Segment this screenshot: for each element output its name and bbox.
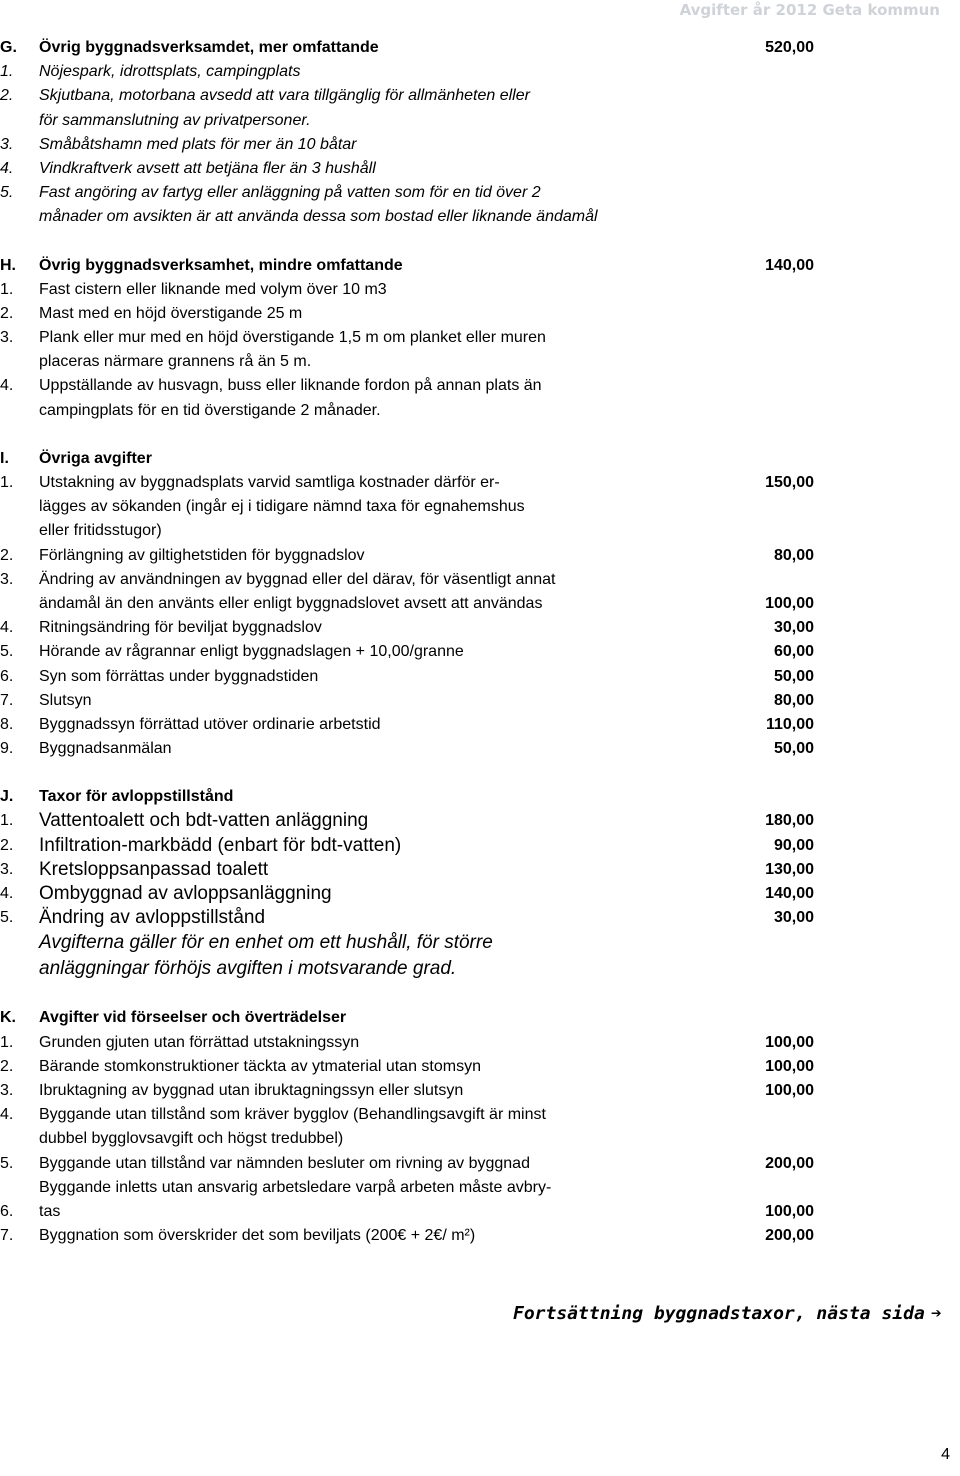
fee-item [0, 133, 820, 157]
item-amount: 100,00 [765, 594, 814, 612]
fee-item [0, 278, 820, 302]
fee-item [0, 181, 820, 229]
item-text: dubbel bygglovsavgift och högst tredubbel) [39, 1130, 344, 1148]
running-header: Avgifter år 2012 Geta kommun [679, 1, 940, 19]
item-text: Vattentoalett och bdt-vatten anläggning [39, 810, 369, 832]
fee-item-line [0, 906, 820, 930]
item-text: månader om avsikten är att använda dessa som bostad eller liknande ändamål [39, 208, 598, 226]
fee-item-line [0, 350, 820, 374]
item-number: 1. [0, 280, 14, 298]
fee-item-line [0, 399, 820, 423]
section-amount: 140,00 [765, 256, 814, 274]
fee-item [0, 906, 820, 930]
fee-item-line [0, 1224, 820, 1248]
item-amount: 180,00 [765, 812, 814, 830]
fee-item [0, 689, 820, 713]
section-heading-row [0, 447, 820, 471]
fee-item [0, 471, 820, 544]
fee-item-line [0, 133, 820, 157]
fee-item-line [0, 471, 820, 495]
item-amount: 60,00 [773, 643, 814, 661]
item-text: Förlängning av giltighetstiden för byggnadslov [39, 546, 365, 564]
fee-item-line [0, 205, 820, 229]
fee-schedule [0, 36, 820, 1248]
item-text: ändamål än den använts eller enligt byggnadslovet avsett att användas [39, 594, 543, 612]
item-text: Byggande utan tillstånd var nämnden besluter om rivning av byggnad [39, 1154, 530, 1172]
fee-item-line [0, 640, 820, 664]
fee-item-line [0, 809, 820, 833]
item-text: Bärande stomkonstruktioner täckta av ytmaterial utan stomsyn [39, 1057, 481, 1075]
item-amount: 100,00 [765, 1033, 814, 1051]
fee-item-line [0, 544, 820, 568]
item-text: Ibruktagning av byggnad utan ibruktagningssyn eller slutsyn [39, 1081, 464, 1099]
fee-item-line [0, 616, 820, 640]
item-amount: 200,00 [765, 1227, 814, 1245]
section-spacer [0, 982, 820, 1006]
fee-item [0, 834, 820, 858]
section-heading-row [0, 785, 820, 809]
section-spacer [0, 761, 820, 785]
item-number: 3. [0, 329, 14, 347]
item-number: 2. [0, 304, 14, 322]
section-i [0, 447, 820, 761]
item-number: 4. [0, 159, 14, 177]
fee-item-line [0, 1031, 820, 1055]
item-text: Fast angöring av fartyg eller anläggning på vatten som för en tid över 2 [39, 184, 541, 202]
next-page-label: Fortsättning byggnadstaxor, nästa sida [513, 1303, 925, 1324]
item-text: Nöjespark, idrottsplats, campingplats [39, 63, 301, 81]
section-title: Övrig byggnadsverksamhet, mindre omfattande [39, 256, 403, 274]
item-number: 5. [0, 1154, 14, 1172]
section-k [0, 1006, 820, 1248]
fee-item [0, 737, 820, 761]
item-number: 8. [0, 715, 14, 733]
fee-item-line [0, 326, 820, 350]
note-text: anläggningar förhöjs avgiften i motsvarande grad. [39, 958, 457, 980]
section-heading-row [0, 254, 820, 278]
item-amount: 80,00 [773, 691, 814, 709]
section-heading-row [0, 36, 820, 60]
item-text: Mast med en höjd överstigande 25 m [39, 304, 303, 322]
item-text: Hörande av rågrannar enligt byggnadslagen + 10,00/granne [39, 643, 464, 661]
fee-item-line [0, 109, 820, 133]
section-letter: G. [0, 39, 17, 56]
fee-item [0, 858, 820, 882]
note-text: Avgifterna gäller för en enhet om ett hushåll, för större [39, 932, 493, 954]
fee-item [0, 1152, 820, 1176]
item-number: 4. [0, 619, 14, 637]
item-text: Byggnation som överskrider det som beviljats (200€ + 2€/ m²) [39, 1227, 476, 1245]
arrow-right-icon: ➔ [930, 1303, 942, 1324]
fee-item-line [0, 181, 820, 205]
section-letter: I. [0, 449, 9, 467]
item-number: 2. [0, 546, 14, 564]
fee-item-line [0, 1152, 820, 1176]
fee-item [0, 665, 820, 689]
fee-item-line [0, 374, 820, 398]
item-number: 5. [0, 643, 14, 661]
item-text: Skjutbana, motorbana avsedd att vara tillgänglig för allmänheten eller [39, 87, 530, 105]
fee-item-line [0, 157, 820, 181]
fee-item-line [0, 278, 820, 302]
item-text: Byggnadsanmälan [39, 740, 172, 758]
item-text: Grunden gjuten utan förrättad utstakningssyn [39, 1033, 360, 1051]
item-number: 3. [0, 570, 14, 588]
item-amount: 30,00 [773, 909, 814, 927]
fee-item [0, 60, 820, 84]
item-number: 1. [0, 63, 14, 81]
item-amount: 100,00 [765, 1202, 814, 1220]
section-title: Övrig byggnadsverksamdet, mer omfattande [39, 39, 379, 56]
fee-item-line [0, 858, 820, 882]
item-text: Ändring av avloppstillstånd [39, 907, 266, 929]
section-title: Taxor för avloppstillstånd [39, 788, 234, 806]
item-number: 1. [0, 812, 14, 830]
fee-item [0, 1176, 820, 1224]
fee-item [0, 1031, 820, 1055]
item-amount: 130,00 [765, 860, 814, 878]
section-title: Övriga avgifter [39, 449, 152, 467]
item-number: 3. [0, 1081, 14, 1099]
fee-item-line [0, 1200, 820, 1224]
next-page-link[interactable] [513, 1303, 942, 1324]
item-number: 2. [0, 87, 14, 105]
fee-item [0, 374, 820, 422]
fee-item [0, 1224, 820, 1248]
fee-item [0, 568, 820, 616]
fee-item-line [0, 834, 820, 858]
fee-item-line [0, 1127, 820, 1151]
item-number: 4. [0, 1106, 14, 1124]
item-amount: 140,00 [765, 885, 814, 902]
item-amount: 200,00 [765, 1154, 814, 1172]
item-amount: 50,00 [773, 740, 814, 758]
fee-item [0, 326, 820, 374]
fee-item [0, 1103, 820, 1151]
item-text: Slutsyn [39, 691, 92, 709]
item-text: eller fritidsstugor) [39, 522, 162, 540]
fee-item-line [0, 737, 820, 761]
section-heading-row [0, 1006, 820, 1030]
item-text: Byggande inletts utan ansvarig arbetsledare varpå arbeten måste avbry- [39, 1178, 552, 1196]
item-text: Byggnadssyn förrättad utöver ordinarie arbetstid [39, 715, 381, 733]
fee-item [0, 1055, 820, 1079]
section-spacer [0, 423, 820, 447]
fee-item-line [0, 1079, 820, 1103]
item-text: Uppställande av husvagn, buss eller liknande fordon på annan plats än [39, 377, 542, 395]
item-text: Utstakning av byggnadsplats varvid samtliga kostnader därför er- [39, 474, 500, 491]
item-amount: 30,00 [773, 619, 814, 637]
section-spacer [0, 230, 820, 254]
item-number: 4. [0, 377, 14, 395]
item-amount: 90,00 [773, 836, 814, 854]
item-text: lägges av sökanden (ingår ej i tidigare nämnd taxa för egnahemshus [39, 498, 525, 516]
item-text: campingplats för en tid överstigande 2 månader. [39, 401, 381, 419]
item-number: 2. [0, 1057, 14, 1075]
section-note [0, 956, 820, 982]
fee-item-line [0, 302, 820, 326]
item-amount: 100,00 [765, 1057, 814, 1075]
fee-item [0, 84, 820, 132]
item-amount: 150,00 [765, 474, 814, 491]
item-number: 7. [0, 1227, 14, 1245]
item-number: 9. [0, 740, 14, 758]
item-number: 5. [0, 184, 14, 202]
page-number: 4 [941, 1446, 950, 1463]
item-text: placeras närmare grannens rå än 5 m. [39, 353, 312, 371]
fee-item-line [0, 713, 820, 737]
section-title: Avgifter vid förseelser och överträdelser [39, 1009, 347, 1027]
fee-item [0, 157, 820, 181]
fee-item-line [0, 592, 820, 616]
item-text: Ritningsändring för beviljat byggnadslov [39, 619, 322, 637]
item-number: 1. [0, 474, 14, 491]
fee-item [0, 809, 820, 833]
fee-item-line [0, 495, 820, 519]
item-text: Vindkraftverk avsett att betjäna fler än 3 hushåll [39, 159, 376, 177]
section-g [0, 36, 820, 230]
fee-item [0, 544, 820, 568]
fee-item [0, 616, 820, 640]
fee-item-line [0, 1103, 820, 1127]
section-letter: K. [0, 1009, 16, 1027]
item-number: 3. [0, 135, 14, 153]
section-amount: 520,00 [765, 39, 814, 56]
fee-item [0, 713, 820, 737]
item-amount: 110,00 [765, 715, 814, 733]
item-text: Ändring av användningen av byggnad eller del därav, för väsentligt annat [39, 570, 556, 588]
item-amount: 80,00 [773, 546, 814, 564]
item-text: Ombyggnad av avloppsanläggning [39, 883, 332, 904]
item-number: 3. [0, 860, 14, 878]
item-number: 6. [0, 1202, 14, 1220]
item-number: 1. [0, 1033, 14, 1051]
fee-item [0, 640, 820, 664]
item-number: 6. [0, 667, 14, 685]
fee-item-line [0, 1055, 820, 1079]
item-amount: 100,00 [765, 1081, 814, 1099]
item-text: tas [39, 1202, 61, 1220]
item-number: 7. [0, 691, 14, 709]
fee-item-line [0, 84, 820, 108]
fee-item-line [0, 1176, 820, 1200]
section-note [0, 930, 820, 956]
fee-item-line [0, 689, 820, 713]
item-number: 5. [0, 909, 14, 927]
item-text: Småbåtshamn med plats för mer än 10 båtar [39, 135, 357, 153]
item-text: för sammanslutning av privatpersoner. [39, 111, 311, 129]
item-number: 4. [0, 885, 14, 902]
fee-item-line [0, 519, 820, 543]
fee-item-line [0, 665, 820, 689]
fee-item-line [0, 568, 820, 592]
item-number: 2. [0, 836, 14, 854]
item-text: Fast cistern eller liknande med volym över 10 m3 [39, 280, 387, 298]
fee-item [0, 1079, 820, 1103]
section-letter: H. [0, 256, 16, 274]
section-h [0, 254, 820, 423]
item-text: Syn som förrättas under byggnadstiden [39, 667, 319, 685]
item-text: Plank eller mur med en höjd överstigande 1,5 m om planket eller muren [39, 329, 546, 347]
fee-item [0, 882, 820, 906]
item-text: Kretsloppsanpassad toalett [39, 858, 269, 880]
section-letter: J. [0, 788, 14, 806]
item-text: Byggande utan tillstånd som kräver bygglov (Behandlingsavgift är minst [39, 1106, 546, 1124]
fee-item-line [0, 60, 820, 84]
fee-item-line [0, 882, 820, 906]
item-text: Infiltration-markbädd (enbart för bdt-vatten) [39, 834, 402, 856]
section-j [0, 785, 820, 982]
fee-item [0, 302, 820, 326]
item-amount: 50,00 [773, 667, 814, 685]
